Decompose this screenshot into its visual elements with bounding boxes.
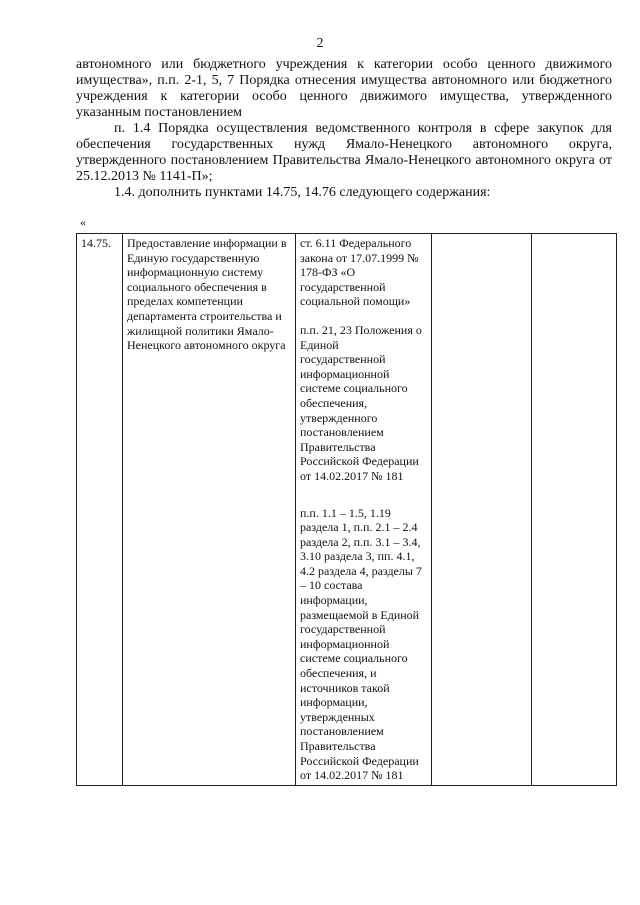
amendment-table <box>76 233 617 786</box>
intro-paragraph-1: автономного или бюджетного учреждения к категории особо ценного движимого имущества», п.п. 2-1, 5, 7 Порядка отнесения имущества автономного или бюджетного учреждения к категории особо ценного движимого имущества, утвержденного указанным постановлением <box>76 57 612 120</box>
legal-basis-cell <box>296 234 432 786</box>
intro-paragraph-2: п. 1.4 Порядка осуществления ведомственного контроля в сфере закупок для обеспечения государственных нужд Ямало-Ненецкого автономного округа, утвержденного постановлением Правительства Ямало-Ненецкого автономного округа от 25.12.2013 № 1141-П»; <box>76 121 612 184</box>
column-e-cell <box>432 234 532 786</box>
table-row <box>77 234 617 786</box>
intro-text <box>76 57 612 201</box>
legal-basis-block-1: ст. 6.11 Федерального закона от 17.07.1999 № 178-ФЗ «О государственной социальной помощи» <box>300 236 419 309</box>
row-number-cell: 14.75. <box>77 234 123 786</box>
legal-basis-block-2: п.п. 21, 23 Положения о Единой государственной информационной системе социального обеспечения, утвержденного постановлением Правительства Российской Федерации от 14.02.2017 № 181 <box>300 322 422 483</box>
page-number: 2 <box>316 36 324 51</box>
function-cell: Предоставление информации в Единую государственную информационную систему социального обеспечения в пределах компетенции департамента строительства и жилищной политики Ямало-Ненецкого автономного округа <box>123 234 296 786</box>
column-f-cell <box>532 234 617 786</box>
intro-paragraph-3: 1.4. дополнить пунктами 14.75, 14.76 следующего содержания: <box>114 185 491 200</box>
opening-quote-mark: « <box>80 215 86 229</box>
legal-basis-block-3: п.п. 1.1 – 1.5, 1.19 раздела 1, п.п. 2.1 – 2.4 раздела 2, п.п. 3.1 – 3.4, 3.10 раздела 3, пп. 4.1, 4.2 раздела 4, разделы 7 – 10 состава информации, размещаемой в Единой государственной информационной системе социального обеспечения, и источников такой информации, утвержденных постановлением Правительства Российской Федерации от 14.02.2017 № 181 <box>300 505 422 783</box>
